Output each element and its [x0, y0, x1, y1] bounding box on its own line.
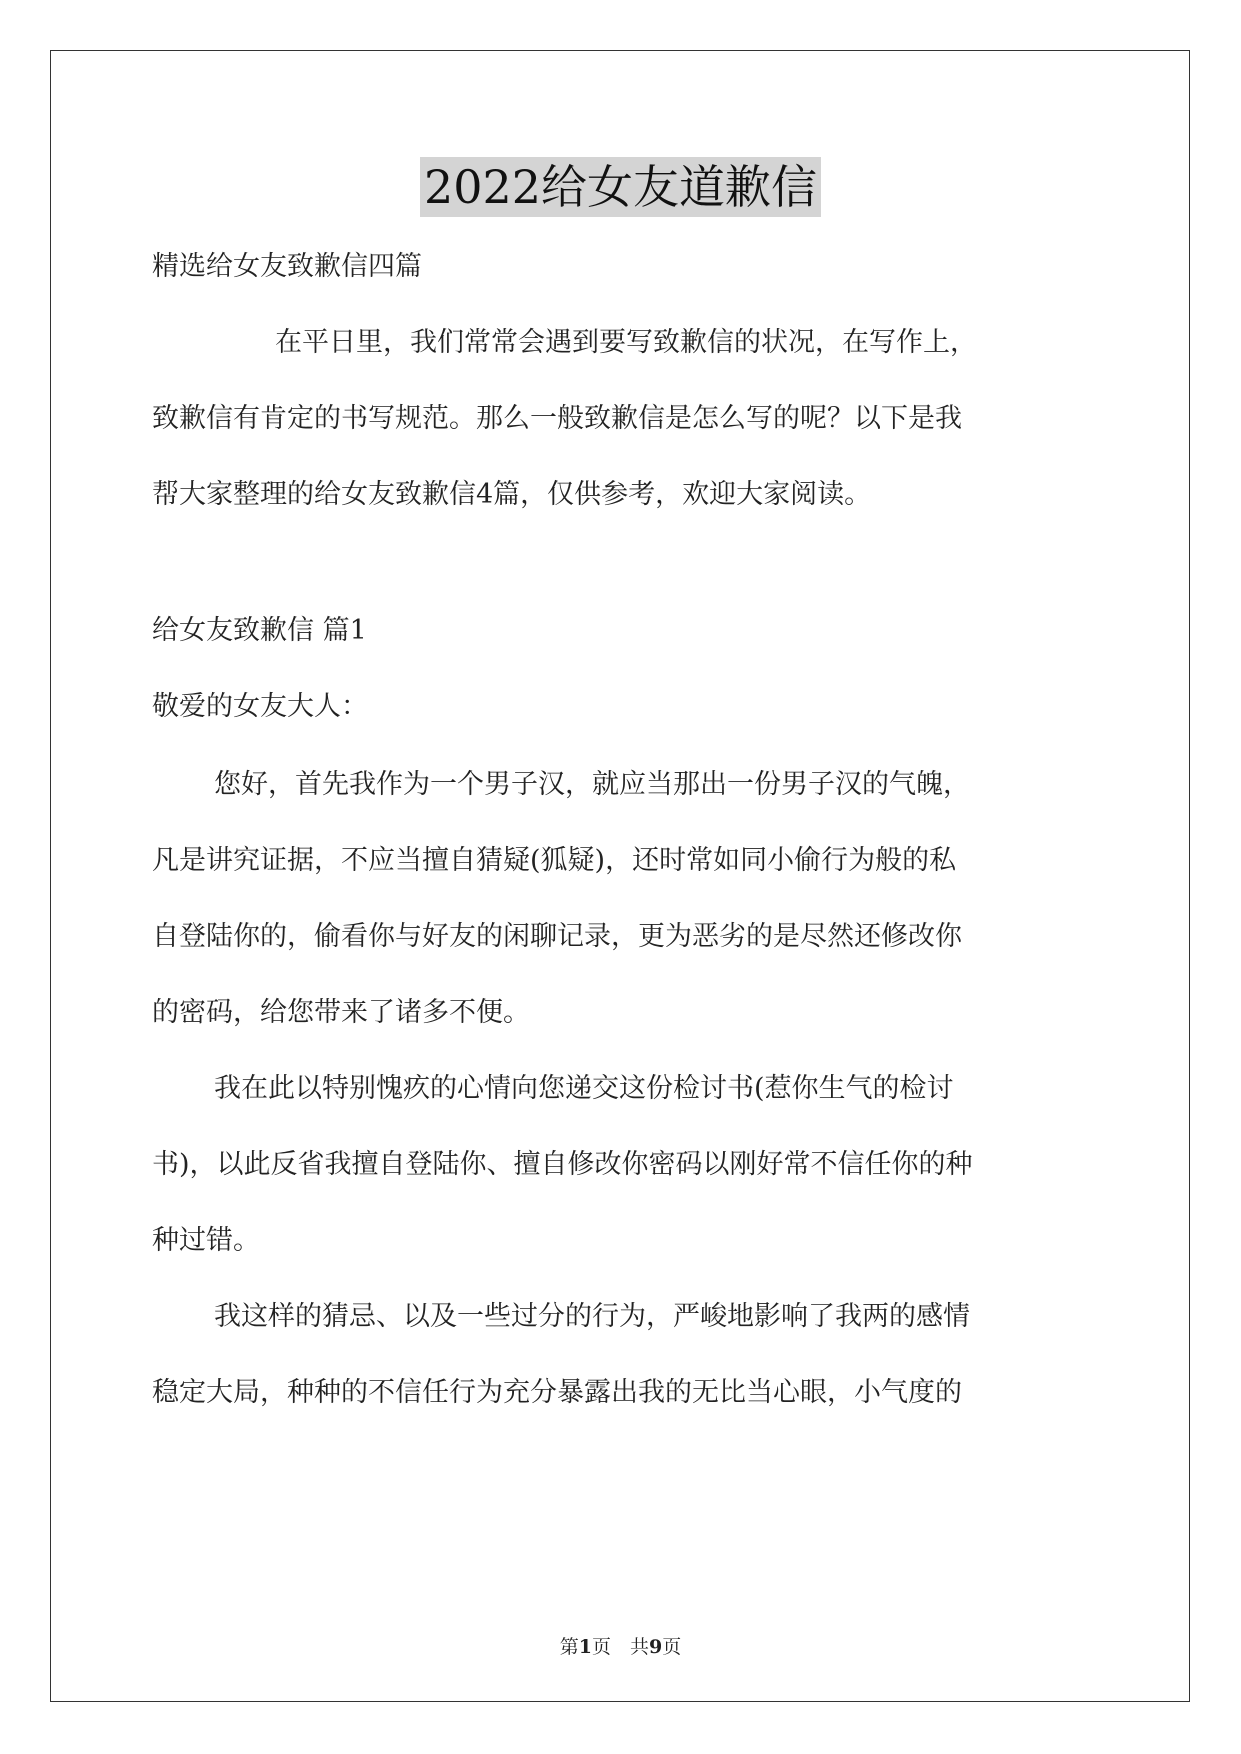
- current-page-number: 1: [578, 1636, 592, 1658]
- title-container: [0, 157, 1241, 217]
- intro-line: 帮大家整理的给女友致歉信4篇，仅供参考，欢迎大家阅读。: [152, 479, 872, 510]
- body-line: 我这样的猜忌、以及一些过分的行为，严峻地影响了我两的感情: [214, 1301, 970, 1332]
- body-line: 稳定大局，种种的不信任行为充分暴露出我的无比当心眼，小气度的: [152, 1377, 962, 1408]
- body-line: 种过错。: [152, 1225, 260, 1256]
- intro-line: 在平日里，我们常常会遇到要写致歉信的状况，在写作上，: [275, 327, 977, 358]
- body-line: 凡是讲究证据，不应当擅自猜疑(狐疑)，还时常如同小偷行为般的私: [152, 845, 957, 876]
- total-pages-number: 9: [649, 1636, 663, 1658]
- body-line: 自登陆你的，偷看你与好友的闲聊记录，更为恶劣的是尽然还修改你: [152, 921, 962, 952]
- body-line: 您好，首先我作为一个男子汉，就应当那出一份男子汉的气魄，: [214, 769, 970, 800]
- section-heading: 给女友致歉信 篇1: [152, 615, 367, 646]
- footer-prefix: 第: [559, 1636, 579, 1658]
- footer-suffix: 页: [662, 1636, 682, 1658]
- document-title: 2022给女友道歉信: [420, 157, 821, 217]
- subtitle: 精选给女友致歉信四篇: [152, 251, 422, 282]
- body-line: 的密码，给您带来了诸多不便。: [152, 997, 530, 1028]
- body-line: 书)，以此反省我擅自登陆你、擅自修改你密码以刚好常不信任你的种: [152, 1149, 973, 1180]
- footer-middle: 页 共: [591, 1636, 649, 1658]
- salutation: 敬爱的女友大人：: [152, 691, 368, 722]
- intro-line: 致歉信有肯定的书写规范。那么一般致歉信是怎么写的呢？以下是我: [152, 403, 962, 434]
- page-number-footer: [0, 1632, 1241, 1659]
- body-line: 我在此以特别愧疚的心情向您递交这份检讨书(惹你生气的检讨: [214, 1073, 954, 1104]
